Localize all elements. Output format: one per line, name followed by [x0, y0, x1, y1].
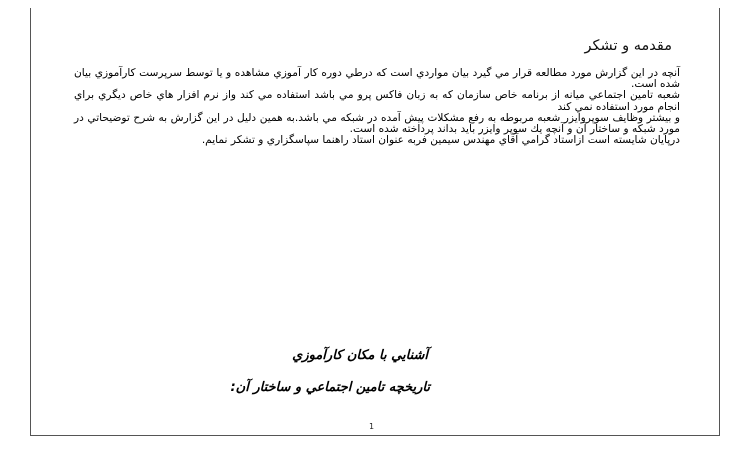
body-text: [74, 68, 680, 146]
paragraph-4: درپايان شايسته است ازاستاد گرامي آقاي مهندس سيمين فربه عنوان استاد راهنما سپاسگزاري و تشكر نمايم.: [201, 134, 680, 147]
page-number: 1: [369, 422, 375, 431]
paragraph-3: و بيشتر وظايف سوپروايزر شعبه مربوطه به رفع مشكلات پيش آمده در شبكه مي باشد.به همين دليل در اين گزارش به شرح توضيحاتي در مورد شبكه و ساختار آن و آنچه يك سوپر وايزر بايد بداند پرداخته شده است.: [74, 111, 680, 136]
section-heading: مقدمه و تشكر: [584, 38, 672, 54]
subheading-history-structure: تاريخچه تامين اجتماعي و ساختار آن:: [230, 380, 430, 395]
subheading-internship-place: آشنايي با مكان كارآموزي: [292, 348, 428, 363]
paragraph-2: شعبه تامين اجتماعي ميانه از برنامه خاص سازمان كه به زبان فاكس پرو مي باشد استفاده مي كند واز نرم افزار هاي خاص ديگري براي انجام مورد استفاده نمي كند: [74, 89, 680, 113]
paragraph-1: آنچه در اين گزارش مورد مطالعه قرار مي گيرد بيان مواردي است كه درطي دوره كار آموزي مشاهده و يا توسط سرپرست كارآموزي بيان شده است.: [74, 67, 680, 91]
